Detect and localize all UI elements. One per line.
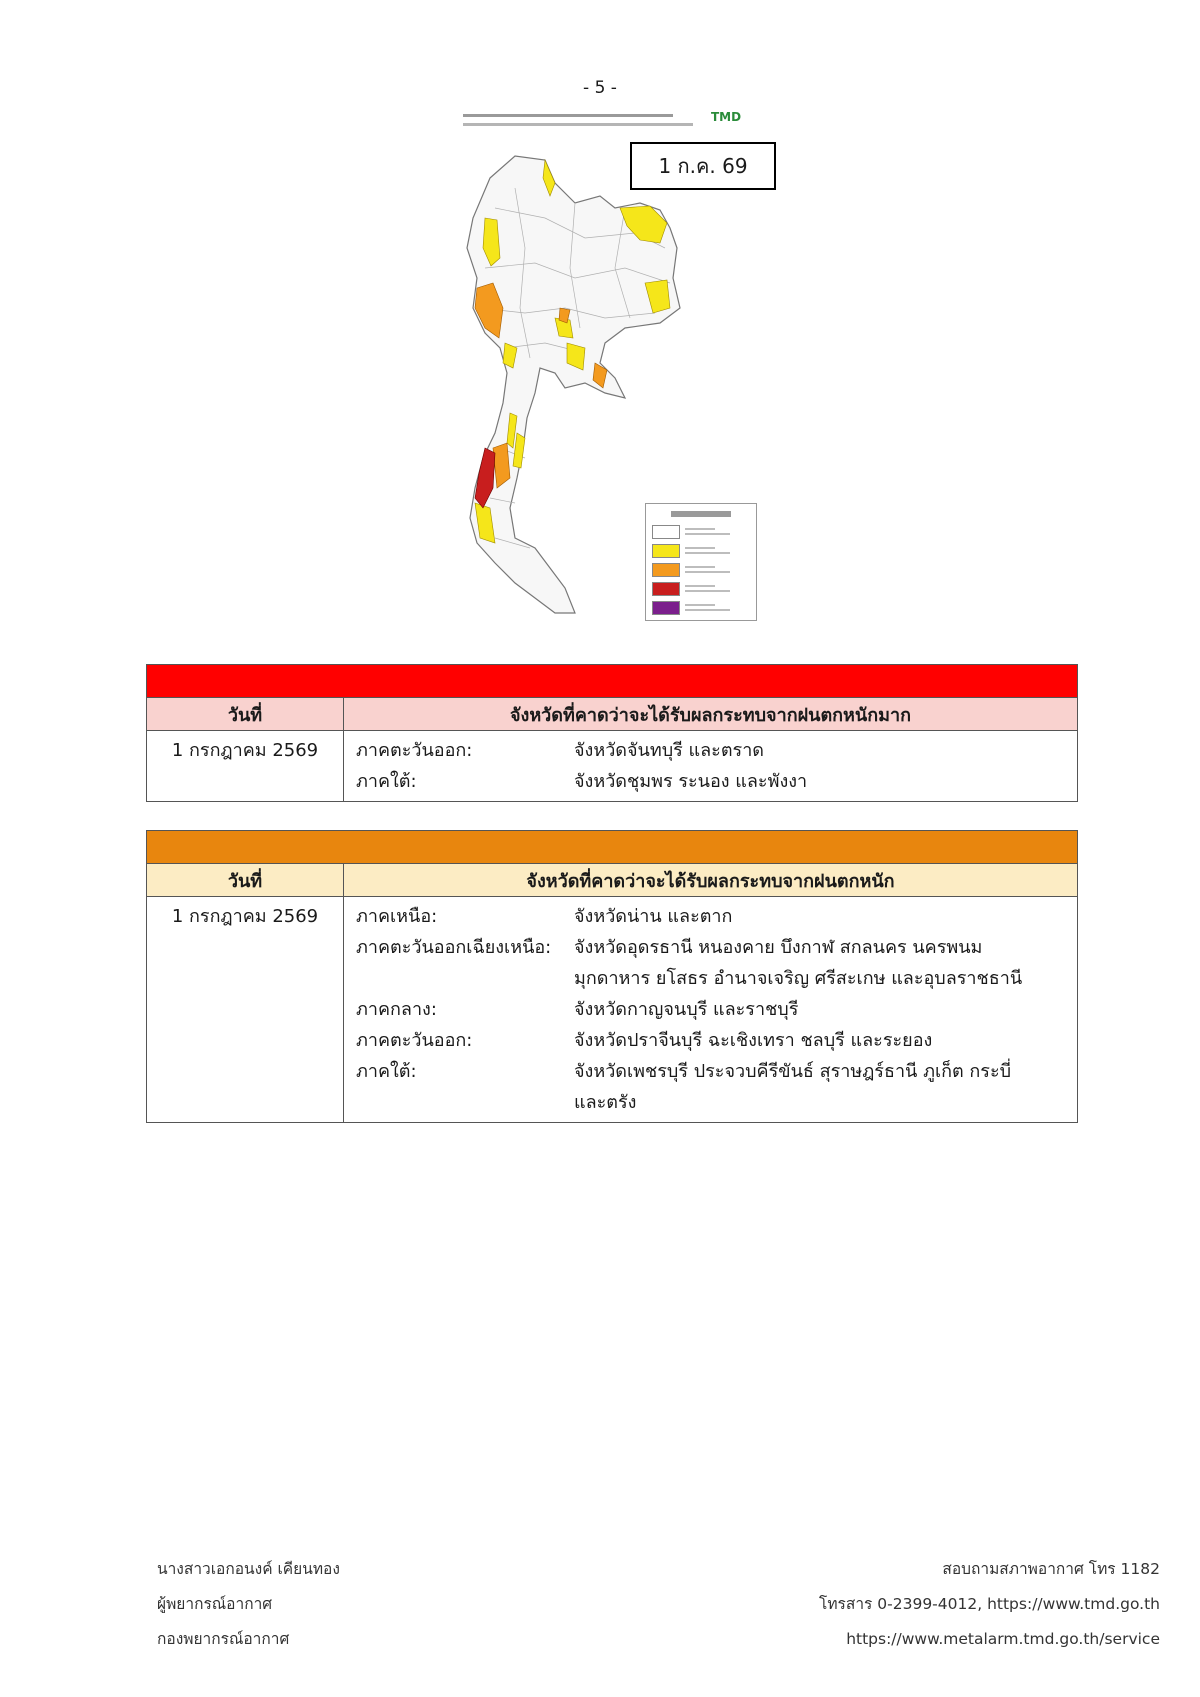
province-list: จังหวัดกาญจนบุรี และราชบุรี: [574, 999, 799, 1020]
tmd-logo: TMD: [711, 110, 742, 124]
legend-row-yellow: [646, 541, 756, 560]
forecaster-signature: [157, 1552, 340, 1657]
contact-info: [819, 1552, 1160, 1657]
region-row: [356, 901, 1077, 932]
province-list-continued: และตรัง: [574, 1092, 637, 1113]
legend-row-orange: [646, 560, 756, 579]
forecaster-title: ผู้พยากรณ์อากาศ: [157, 1595, 273, 1613]
province-list: จังหวัดน่าน และตาก: [574, 906, 733, 927]
region-name: ภาคตะวันออก:: [356, 740, 473, 761]
province-list: จังหวัดเพชรบุรี ประจวบคีรีขันธ์ สุราษฎร์ธานี ภูเก็ต กระบี่: [574, 1061, 1012, 1082]
region-name: ภาคใต้:: [356, 1061, 417, 1082]
column-header-provinces: จังหวัดที่คาดว่าจะได้รับผลกระทบจากฝนตกหนักมาก: [344, 698, 1078, 731]
map-legend: [645, 503, 757, 621]
region-row: [356, 1056, 1077, 1087]
region-row: [356, 932, 1077, 963]
region-row: [356, 735, 1077, 766]
region-row: [356, 994, 1077, 1025]
column-header-provinces: จังหวัดที่คาดว่าจะได้รับผลกระทบจากฝนตกหนัก: [344, 864, 1078, 897]
forecast-date: 1 กรกฎาคม 2569: [147, 731, 344, 802]
region-row: [356, 766, 1077, 797]
province-list: จังหวัดอุดรธานี หนองคาย บึงกาฬ สกลนคร นครพนม: [574, 937, 983, 958]
contact-phone: สอบถามสภาพอากาศ โทร 1182: [942, 1560, 1160, 1578]
forecaster-name: นางสาวเอกอนงค์ เคียนทอง: [157, 1560, 340, 1578]
region-list: [344, 897, 1078, 1123]
region-name: ภาคใต้:: [356, 771, 417, 792]
province-list: จังหวัดชุมพร ระนอง และพังงา: [574, 771, 808, 792]
heavy-rain-table: [146, 830, 1078, 1123]
region-name: ภาคกลาง:: [356, 999, 437, 1020]
region-list: [344, 731, 1078, 802]
province-list: จังหวัดจันทบุรี และตราด: [574, 740, 764, 761]
map-header-text: [463, 114, 693, 126]
region-name: ภาคตะวันออก:: [356, 1030, 473, 1051]
table-severity-bar-red: [147, 665, 1078, 698]
forecaster-division: กองพยากรณ์อากาศ: [157, 1630, 290, 1648]
legend-row-white: [646, 522, 756, 541]
province-list: จังหวัดปราจีนบุรี ฉะเชิงเทรา ชลบุรี และระยอง: [574, 1030, 933, 1051]
contact-fax-website: โทรสาร 0-2399-4012, https://www.tmd.go.th: [819, 1595, 1160, 1613]
table-severity-bar-orange: [147, 831, 1078, 864]
legend-row-red: [646, 579, 756, 598]
rainfall-forecast-map: [455, 108, 770, 618]
column-header-date: วันที่: [147, 698, 344, 731]
region-row: [356, 1025, 1077, 1056]
column-header-date: วันที่: [147, 864, 344, 897]
region-name: ภาคตะวันออกเฉียงเหนือ:: [356, 937, 552, 958]
contact-service-link[interactable]: https://www.metalarm.tmd.go.th/service: [846, 1630, 1160, 1648]
map-date-label: 1 ก.ค. 69: [630, 142, 776, 190]
page-number: - 5 -: [583, 78, 617, 98]
forecast-date: 1 กรกฎาคม 2569: [147, 897, 344, 1123]
region-name: ภาคเหนือ:: [356, 906, 438, 927]
province-list-continued: มุกดาหาร ยโสธร อำนาจเจริญ ศรีสะเกษ และอุบลราชธานี: [574, 968, 1023, 989]
very-heavy-rain-table: [146, 664, 1078, 802]
legend-row-purple: [646, 598, 756, 617]
